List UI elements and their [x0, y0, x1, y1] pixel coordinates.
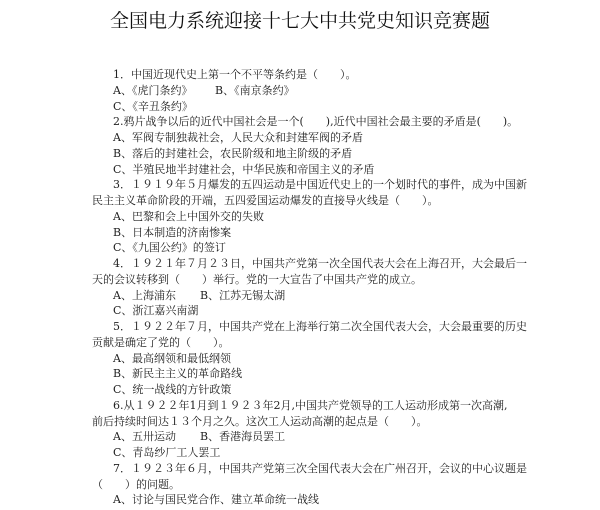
line-text: 贡献是确定了党的（ ）。	[92, 335, 230, 349]
text-line	[113, 398, 507, 414]
text-line	[113, 67, 357, 83]
text-line	[113, 130, 363, 146]
line-text: A、军阀专制独裁社会，人民大众和封建军阀的矛盾	[113, 131, 363, 144]
text-line	[113, 319, 527, 335]
text-line	[113, 256, 527, 272]
line-text: 天的会议转移到（ ）举行。党的一大宣告了中国共产党的成立。	[92, 272, 422, 286]
line-text: A、《虎门条约》	[113, 83, 193, 97]
line-text: B、落后的封建社会，农民阶级和地主阶级的矛盾	[113, 146, 353, 160]
text-line	[113, 366, 242, 382]
line-text: A、五卅运动	[113, 430, 176, 444]
text-line	[113, 303, 198, 319]
line-text: 2.鸦片战争以后的近代中国社会是一个( ),近代中国社会最主要的矛盾是( )。	[113, 115, 519, 129]
line-text: 前后持续时间达１３个月之久。这次工人运动高潮的起点是（ ）。	[92, 414, 428, 428]
line-text: C、《九国公约》的签订	[113, 241, 226, 255]
text-line	[113, 209, 264, 225]
line-text: 6.从１９２２年1月到１９２３年2月,中国共产党领导的工人运动形成第一次高潮,	[113, 398, 508, 412]
text-line	[113, 351, 231, 367]
line-text: C、青岛纱厂工人罢工	[113, 446, 221, 459]
line-text: B、日本制造的济南惨案	[113, 225, 232, 239]
text-line	[113, 225, 231, 241]
line-text: C、浙江嘉兴南湖	[113, 304, 199, 318]
text-line	[113, 461, 527, 477]
text-line	[113, 83, 295, 99]
line-text: 7．１９２３年６月，中国共产党第三次全国代表大会在广州召开，会议的中心议题是	[113, 461, 527, 475]
text-line	[113, 114, 518, 130]
document-title: 全国电力系统迎接十七大中共党史知识竞赛题	[110, 10, 491, 32]
text-line	[92, 272, 422, 288]
line-text: 3．１９１９年５月爆发的五四运动是中国近代史上的一个划时代的事件，成为中国新	[113, 178, 527, 192]
text-line	[113, 429, 286, 445]
text-line	[92, 335, 230, 351]
text-line	[92, 414, 428, 430]
line-text: A、上海浦东	[113, 288, 176, 302]
option-b-text: B、《南京条约》	[215, 83, 295, 97]
text-line	[113, 146, 352, 162]
line-text: A、讨论与国民党合作、建立革命统一战线	[113, 493, 319, 507]
text-line	[113, 288, 286, 304]
text-line	[92, 477, 180, 493]
text-line	[113, 162, 374, 178]
line-text: 民主主义革命阶段的开端，五四爱国运动爆发的直接导火线是（ ）。	[92, 194, 439, 207]
text-line	[113, 382, 231, 398]
line-text: C、《辛丑条约》	[113, 99, 193, 113]
line-text: A、巴黎和会上中国外交的失败	[113, 209, 264, 223]
line-text: 1．中国近现代史上第一个不平等条约是（ ）。	[113, 68, 357, 81]
line-text: C、统一战线的方针政策	[113, 383, 232, 396]
line-text: A、最高纲领和最低纲领	[113, 351, 231, 365]
line-text: 4．１９２１年７月２３日，中国共产党第一次全国代表大会在上海召开，大会最后一	[113, 257, 527, 270]
line-text: C、半殖民地半封建社会，中华民族和帝国主义的矛盾	[113, 162, 375, 176]
text-line	[113, 240, 226, 256]
option-b-text: B、香港海员罢工	[200, 430, 286, 444]
line-text: 5．１９２２年７月，中国共产党在上海举行第二次全国代表大会，大会最重要的历史	[113, 320, 527, 333]
text-line	[92, 193, 439, 209]
line-text: （ ）的问题。	[92, 477, 180, 491]
option-b-text: B、江苏无锡太湖	[200, 288, 286, 302]
text-line	[113, 445, 220, 461]
text-line	[113, 177, 527, 193]
line-text: B、新民主主义的革命路线	[113, 367, 243, 381]
text-line	[113, 492, 319, 508]
text-line	[113, 99, 193, 115]
